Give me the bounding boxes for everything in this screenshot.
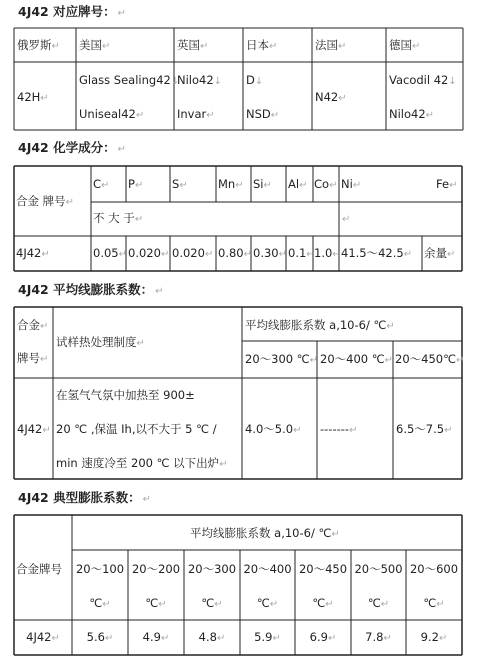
treatment-line-1: 在氢气气氛中加热至 900± [56, 388, 195, 402]
value-si: 0.30↵ [253, 246, 287, 260]
alloy-grade-label: 合金 牌号↵ [16, 194, 75, 208]
value-400: -------↵ [320, 422, 358, 436]
treatment-header: 试样热处理制度↵ [56, 335, 145, 349]
coef-header: 平均线膨胀系数 a,10-6/ ℃↵ [190, 526, 340, 540]
grade-label: 牌号↵ [17, 351, 49, 365]
value-200: 4.9↵ [142, 630, 170, 644]
unit-400: ℃↵ [256, 596, 279, 610]
header-russia: 俄罗斯↵ [17, 38, 60, 52]
russia-grade: 42H↵ [17, 90, 49, 104]
value-400: 5.9↵ [254, 630, 281, 644]
element-p: P↵ [128, 177, 144, 191]
usa-grade-2: Uniseal42↵ [79, 107, 145, 121]
unit-100: ℃↵ [89, 596, 111, 610]
section2-title: 4J42 化学成分： ↵ [18, 140, 126, 155]
value-ni: 41.5～42.5↵ [341, 246, 413, 260]
value-300: 4.8↵ [198, 630, 226, 644]
coef-header: 平均线膨胀系数 a,10-6/ ℃↵ [245, 318, 395, 332]
range-450: 20～450 [298, 562, 348, 576]
treatment-line-2: 20 ℃ ,保温 Ih,以不大于 5 ℃ / [56, 422, 217, 436]
value-300: 4.0～5.0↵ [245, 422, 302, 436]
treatment-line-3: min 速度冷至 200 ℃ 以下出炉↵ [56, 456, 228, 470]
element-co: Co↵ [314, 177, 338, 191]
range-400: 20～400 [243, 562, 292, 576]
element-fe: Fe↵ [436, 177, 458, 191]
element-ni: Ni↵ [341, 177, 362, 191]
range-600: 20～600 [409, 562, 459, 576]
value-100: 5.6↵ [86, 630, 114, 644]
header-germany: 德国↵ [389, 38, 421, 52]
france-grade: N42↵ [315, 90, 347, 104]
value-mn: 0.80↵ [218, 246, 252, 260]
value-450: 6.9↵ [309, 630, 337, 644]
value-al: 0.1↵ [288, 246, 315, 260]
range-200: 20～200 [131, 562, 181, 576]
header-usa: 美国↵ [79, 38, 111, 52]
limit-label: 不 大 于↵ [93, 211, 144, 225]
value-fe: 余量↵ [424, 246, 456, 260]
unit-450: ℃↵ [312, 596, 334, 610]
germany-grade-2: Nilo42↵ [389, 107, 435, 121]
range-400: 20～400 ℃↵ [320, 352, 394, 366]
alloy-label: 合金↵ [17, 318, 49, 332]
value-c: 0.05↵ [93, 246, 127, 260]
range-100: 20～100 [75, 562, 125, 576]
germany-grade-1: Vacodil 42↓ [389, 73, 457, 87]
header-uk: 英国↵ [177, 38, 209, 52]
value-450: 6.5～7.5↵ [396, 422, 453, 436]
alloy-grade-label: 合金牌号 [16, 562, 62, 576]
element-c: C↵ [93, 177, 110, 191]
element-mn: Mn↵ [218, 177, 244, 191]
uk-grade-2: Invar↵ [177, 107, 215, 121]
element-s: S↵ [172, 177, 188, 191]
japan-grade-1: D↓ [246, 73, 264, 87]
value-500: 7.8↵ [365, 630, 392, 644]
uk-grade-1: Nilo42↓ [177, 73, 223, 87]
header-france: 法国↵ [315, 38, 347, 52]
section1-title: 4J42 对应牌号： ↵ [18, 4, 126, 19]
range-300: 20～300 [187, 562, 237, 576]
section3-title: 4J42 平均线膨胀系数： ↵ [18, 282, 164, 297]
unit-600: ℃↵ [423, 596, 445, 610]
section4-title: 4J42 典型膨胀系数： ↵ [18, 490, 151, 505]
limit-blank: ↵ [342, 214, 351, 225]
grade-4j42: 4J42↵ [26, 630, 60, 644]
range-300: 20～300 ℃↵ [245, 352, 319, 366]
value-co: 1.0↵ [314, 246, 341, 260]
range-450: 20～450℃↵ [395, 352, 465, 366]
header-japan: 日本↵ [246, 38, 278, 52]
element-si: Si↵ [253, 177, 272, 191]
japan-grade-2: NSD↵ [246, 107, 280, 121]
unit-200: ℃↵ [145, 596, 167, 610]
grade-4j42: 4J42↵ [17, 422, 51, 436]
unit-500: ℃↵ [367, 596, 390, 610]
grade-4j42: 4J42↵ [16, 246, 50, 260]
element-al: Al↵ [288, 177, 308, 191]
usa-grade-1: Glass Sealing42↓ [79, 73, 180, 87]
value-600: 9.2↵ [420, 630, 448, 644]
value-p: 0.020↵ [128, 246, 170, 260]
unit-300: ℃↵ [201, 596, 223, 610]
value-s: 0.020↵ [172, 246, 214, 260]
range-500: 20～500 [354, 562, 403, 576]
